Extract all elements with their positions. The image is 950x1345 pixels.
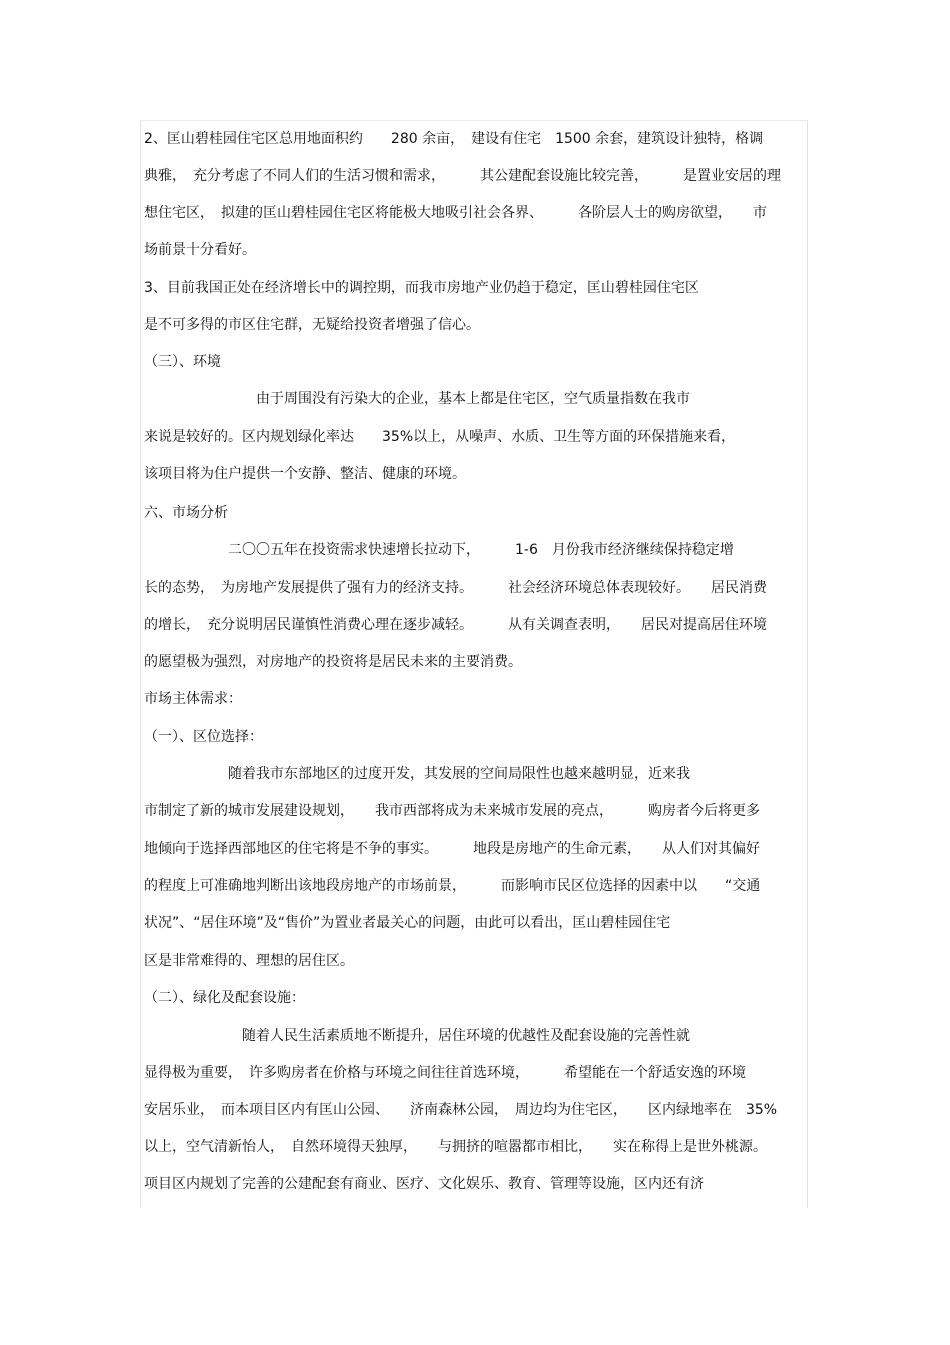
text-line: 来说是较好的。区内规划绿化率达 35%以上，从噪声、水质、卫生等方面的环保措施来看， <box>144 429 736 445</box>
text-line: 的程度上可准确地判断出该地段房地产的市场前景， 而影响市民区位选择的因素中以 “交通 <box>144 878 761 894</box>
text-line: 随着我市东部地区的过度开发，其发展的空间局限性也越来越明显，近来我 <box>144 766 690 782</box>
text-line: 项目区内规划了完善的公建配套有商业、医疗、文化娱乐、教育、管理等设施，区内还有济 <box>144 1176 704 1192</box>
section-heading: 六、市场分析 <box>144 505 228 521</box>
text-line: 地倾向于选择西部地区的住宅将是不争的事实。 地段是房地产的生命元素， 从人们对其偏好 <box>144 841 760 857</box>
text-line: 区是非常难得的、理想的居住区。 <box>144 953 354 969</box>
text-line: 由于周围没有污染大的企业，基本上都是住宅区，空气质量指数在我市 <box>144 391 690 407</box>
text-line: 想住宅区， 拟建的匡山碧桂园住宅区将能极大地吸引社会各界、 各阶层人士的购房欲望， 市 <box>144 205 767 221</box>
section-heading: （一）、区位选择： <box>144 729 263 745</box>
text-line: 安居乐业， 而本项目区内有匡山公园、 济南森林公园， 周边均为住宅区， 区内绿地率在 35% <box>144 1102 778 1118</box>
text-line: 二〇〇五年在投资需求快速增长拉动下， 1-6 月份我市经济继续保持稳定增 <box>144 542 734 558</box>
text-line: 该项目将为住户提供一个安静、整洁、健康的环境。 <box>144 466 466 482</box>
section-heading: 市场主体需求： <box>144 691 242 707</box>
text-line: 的增长， 充分说明居民谨慎性消费心理在逐步减轻。 从有关调查表明， 居民对提高居住环境 <box>144 617 767 633</box>
text-line: 场前景十分看好。 <box>144 242 256 258</box>
text-line: 市制定了新的城市发展建设规划， 我市西部将成为未来城市发展的亮点， 购房者今后将更多 <box>144 803 760 819</box>
text-line: 2、匡山碧桂园住宅区总用地面积约 280 余亩， 建设有住宅 1500 余套，建筑设计独特，格调 <box>144 131 764 147</box>
text-line: 是不可多得的市区住宅群，无疑给投资者增强了信心。 <box>144 317 480 333</box>
text-line: 典雅， 充分考虑了不同人们的生活习惯和需求， 其公建配套设施比较完善， 是置业安居的理 <box>144 168 781 184</box>
text-line: 的愿望极为强烈，对房地产的投资将是居民未来的主要消费。 <box>144 654 522 670</box>
text-line: 以上，空气清新怡人， 自然环境得天独厚， 与拥挤的喧嚣都市相比， 实在称得上是世外桃源。 <box>144 1139 767 1155</box>
text-line: 显得极为重要， 许多购房者在价格与环境之间往往首选环境， 希望能在一个舒适安逸的环境 <box>144 1065 746 1081</box>
section-heading: （二）、绿化及配套设施： <box>144 990 305 1006</box>
text-line: 状况”、“居住环境”及“售价”为置业者最关心的问题，由此可以看出，匡山碧桂园住宅 <box>144 915 671 931</box>
section-heading: （三）、环境 <box>144 354 221 370</box>
text-line: 3、目前我国正处在经济增长中的调控期，而我市房地产业仍趋于稳定，匡山碧桂园住宅区 <box>144 280 699 296</box>
text-line: 长的态势， 为房地产发展提供了强有力的经济支持。 社会经济环境总体表现较好。 居民消费 <box>144 580 767 596</box>
text-line: 随着人民生活素质地不断提升，居住环境的优越性及配套设施的完善性就 <box>144 1028 690 1044</box>
